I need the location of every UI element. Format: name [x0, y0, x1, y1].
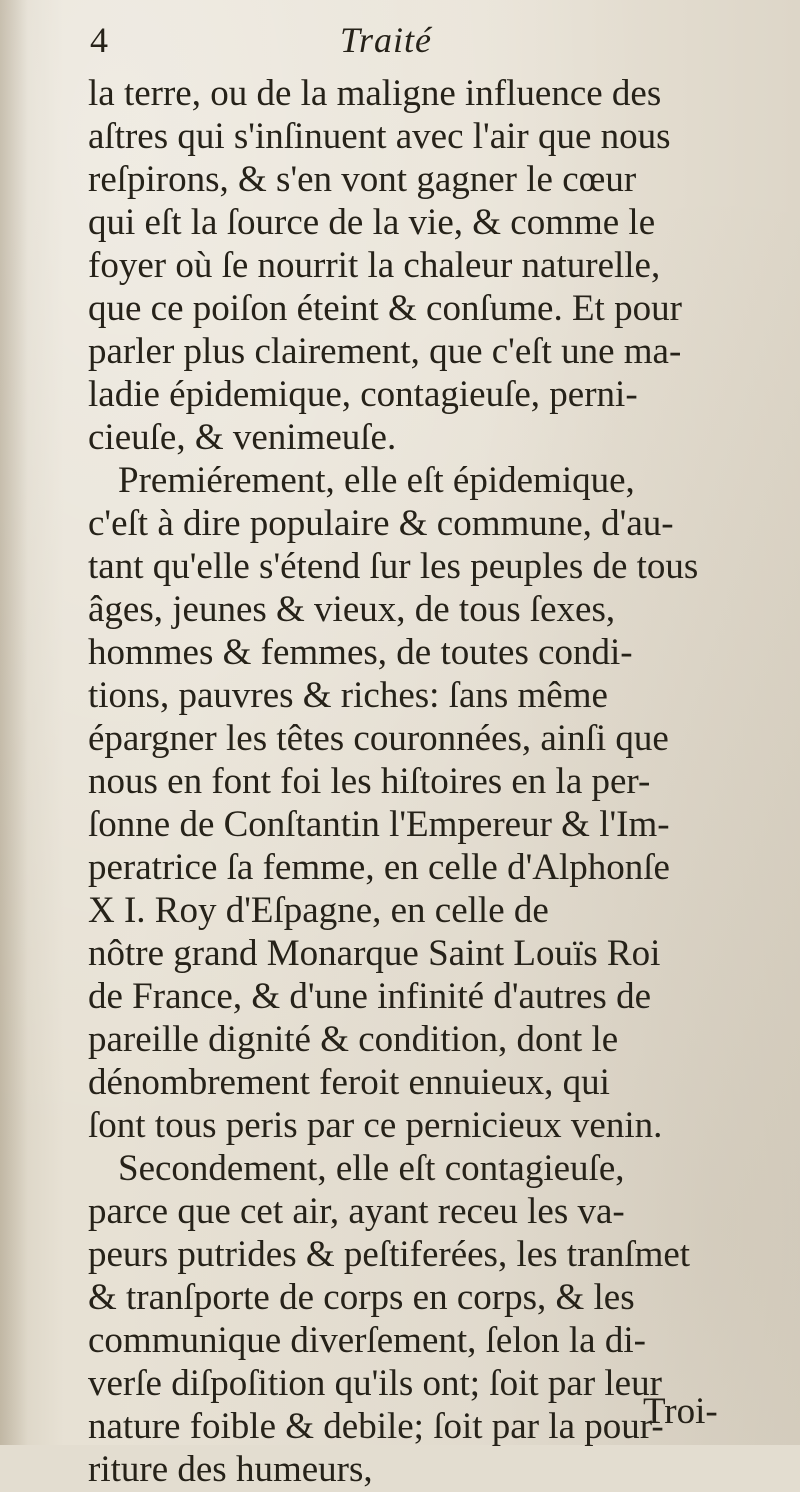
text-line: la terre, ou de la maligne influence des: [88, 73, 662, 114]
text-line: épargner les têtes couronnées, ainſi que: [88, 718, 669, 759]
text-line: âges, jeunes & vieux, de tous ſexes,: [88, 589, 616, 630]
text-line: nôtre grand Monarque Saint Louïs Roi: [88, 933, 661, 974]
text-line: communique diverſement, ſelon la di-: [88, 1320, 646, 1361]
page-header: [90, 18, 730, 62]
text-line: parler plus clairement, que c'eſt une ma-: [88, 331, 682, 372]
text-line: c'eſt à dire populaire & commune, d'au-: [88, 503, 674, 544]
text-line: & tranſporte de corps en corps, & les: [88, 1277, 635, 1318]
text-line: cieuſe, & venimeuſe.: [88, 417, 397, 458]
text-line: dénombrement feroit ennuieux, qui: [88, 1062, 610, 1103]
text-line: qui eſt la ſource de la vie, & comme le: [88, 202, 656, 243]
text-line: parce que cet air, ayant receu les va-: [88, 1191, 625, 1232]
text-line: aſtres qui s'inſinuent avec l'air que nous: [88, 116, 671, 157]
page-number: 4: [90, 20, 108, 60]
text-line: ladie épidemique, contagieuſe, perni-: [88, 374, 638, 415]
running-title: Traité: [340, 20, 433, 60]
text-line: tant qu'elle s'étend ſur les peuples de tous: [88, 546, 699, 587]
text-line: nous en font foi les hiſtoires en la per-: [88, 761, 651, 802]
text-line: foyer où ſe nourrit la chaleur naturelle,: [88, 245, 661, 286]
text-line: tions, pauvres & riches: ſans même: [88, 675, 608, 716]
text-line: reſpirons, & s'en vont gagner le cœur: [88, 159, 637, 200]
text-line: Premiérement, elle eſt épidemique,: [118, 460, 635, 501]
catchword: Troi-: [643, 1391, 718, 1432]
text-line: X I. Roy d'Eſpagne, en celle de: [88, 890, 549, 931]
text-line: ſont tous peris par ce pernicieux venin.: [88, 1105, 663, 1146]
text-line: peratrice ſa femme, en celle d'Alphonſe: [88, 847, 670, 888]
text-line: Secondement, elle eſt contagieuſe,: [118, 1148, 625, 1189]
text-line: verſe diſpoſition qu'ils ont; ſoit par leur: [88, 1363, 662, 1404]
text-line: de France, & d'une infinité d'autres de: [88, 976, 652, 1017]
text-line: peurs putrides & peſtiferées, les tranſmet: [88, 1234, 691, 1275]
text-line: ſonne de Conſtantin l'Empereur & l'Im-: [88, 804, 670, 845]
text-line: nature foible & debile; ſoit par la pour-: [88, 1406, 664, 1447]
text-line: que ce poiſon éteint & conſume. Et pour: [88, 288, 682, 329]
text-line: riture des humeurs,: [88, 1449, 373, 1490]
text-line: pareille dignité & condition, dont le: [88, 1019, 619, 1060]
text-line: hommes & femmes, de toutes condi-: [88, 632, 633, 673]
page-gutter-shadow: [0, 0, 28, 1445]
